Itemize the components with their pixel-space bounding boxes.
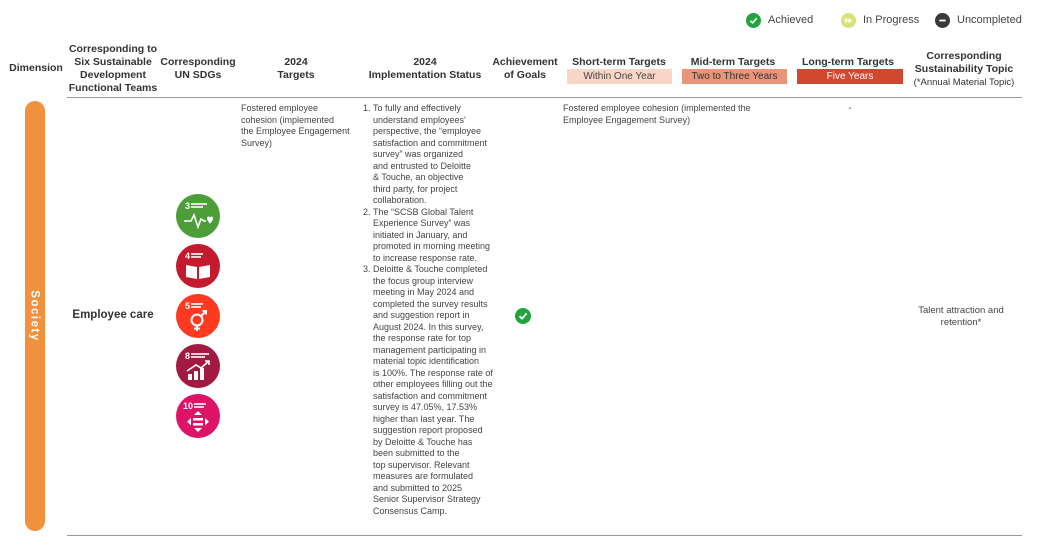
- status-line: the focus group interview: [373, 275, 474, 286]
- status-line: higher than last year. The: [373, 413, 475, 424]
- status-line: survey” was organized: [373, 149, 464, 159]
- team-label: Employee care: [72, 309, 154, 321]
- header-mid-term: Mid-term Targets: [690, 56, 776, 68]
- status-list: [363, 103, 498, 517]
- status-line: satisfaction and commitment: [373, 390, 488, 401]
- header-sdgs: [160, 56, 236, 82]
- status-line: 2. The “SCSB Global Talent: [373, 206, 474, 217]
- long-term-badge: Five Years: [797, 69, 903, 84]
- status-line: meeting in May 2024 and: [373, 287, 475, 297]
- status-item: [373, 207, 498, 265]
- status-line: to increase response rate.: [373, 252, 478, 263]
- status-line: been submitted to the: [373, 448, 460, 458]
- header-targets: [256, 56, 336, 82]
- legend-in-progress: [841, 11, 919, 29]
- check-circle-icon: [746, 13, 761, 28]
- status-line: Consensus Camp.: [373, 505, 448, 516]
- svg-text:5: 5: [185, 301, 191, 311]
- svg-text:10: 10: [183, 401, 194, 411]
- status-line: and entrusted to Deloitte: [373, 160, 472, 171]
- targets-line: cohesion (implemented: [241, 114, 335, 125]
- status-line: management participating in: [373, 344, 487, 355]
- header-status-line: Implementation Status: [368, 69, 482, 81]
- header-targets-line: Targets: [277, 69, 315, 81]
- short-mid-term-cell: [563, 103, 793, 126]
- header-achievement-line: Achievement: [492, 56, 558, 68]
- status-line: 1. To fully and effectively: [373, 103, 461, 113]
- header-status-line: 2024: [413, 56, 437, 68]
- dimension-label-wrap: [25, 101, 45, 531]
- legend-uncompleted: [935, 11, 1022, 29]
- fast-forward-circle-icon: [841, 13, 856, 28]
- status-line: is 100%. The response rate of: [373, 367, 493, 378]
- svg-text:3: 3: [185, 201, 191, 211]
- header-team-line: Development: [80, 69, 146, 81]
- sdg-4-icon: [176, 244, 220, 288]
- status-line: third party, for project: [373, 183, 458, 194]
- sdg-8-icon: [176, 344, 220, 388]
- status-cell: [363, 103, 498, 517]
- status-line: promoted in morning meeting: [373, 241, 491, 251]
- targets-line: Fostered employee: [241, 103, 319, 113]
- status-line: Senior Supervisor Strategy: [373, 494, 481, 504]
- status-line: survey is 47.05%, 17.53%: [373, 402, 478, 412]
- svg-text:8: 8: [185, 351, 191, 361]
- header-topic: [905, 50, 1023, 89]
- status-line: collaboration.: [373, 195, 427, 205]
- table-bottom-rule: [67, 535, 1022, 536]
- status-line: 3. Deloitte & Touche completed: [373, 264, 488, 274]
- status-line: and suggestion report in: [373, 310, 470, 320]
- header-short-term: Short-term Targets: [572, 56, 666, 68]
- legend-achieved: [746, 11, 813, 29]
- status-item: [373, 264, 498, 517]
- header-dimension: Dimension: [9, 62, 63, 74]
- header-sdgs-line: Corresponding: [160, 56, 236, 68]
- targets-line: the Employee Engagement: [241, 126, 350, 136]
- dimension-label: Society: [29, 290, 42, 342]
- status-line: suggestion report proposed: [373, 425, 483, 435]
- short-term-badge: Within One Year: [567, 69, 672, 84]
- header-achievement: [490, 56, 560, 82]
- targets-line: Survey): [241, 137, 273, 148]
- status-line: other employees filling out the: [373, 379, 493, 389]
- legend-achieved-label: Achieved: [768, 14, 814, 26]
- status-line: the response rate for top: [373, 333, 472, 343]
- status-line: satisfaction and commitment: [373, 137, 488, 148]
- header-targets-line: 2024: [284, 56, 308, 68]
- status-line: August 2024. In this survey,: [373, 321, 484, 332]
- header-team-line: Corresponding to: [68, 43, 158, 55]
- minus-circle-icon: [935, 13, 950, 28]
- header-long-term: Long-term Targets: [802, 56, 894, 68]
- topic-line: retention*: [940, 317, 982, 328]
- short-mid-line: Fostered employee cohesion (implemented the: [563, 103, 751, 113]
- status-item: [373, 103, 498, 207]
- achieved-check-icon: [515, 308, 531, 324]
- header-topic-line: Sustainability Topic: [914, 63, 1014, 75]
- status-line: by Deloitte & Touche has: [373, 436, 473, 447]
- header-topic-note: (*Annual Material Topic): [913, 77, 1015, 88]
- status-line: Experience Survey” was: [373, 218, 471, 228]
- header-sdgs-line: UN SDGs: [174, 69, 222, 81]
- header-divider: [67, 97, 1022, 98]
- mid-term-badge: Two to Three Years: [682, 69, 787, 84]
- header-team-line: Six Sustainable: [74, 56, 152, 68]
- topic-line: Talent attraction and: [918, 305, 1004, 316]
- header-team: [62, 43, 164, 95]
- header-topic-line: Corresponding: [926, 50, 1002, 62]
- topic-cell: [905, 305, 1017, 329]
- sdg-10-icon: [176, 394, 220, 438]
- status-line: perspective, the “employee: [373, 126, 482, 136]
- status-line: and submitted to 2025: [373, 482, 463, 493]
- status-line: initiated in January, and: [373, 229, 468, 240]
- status-line: measures are formulated: [373, 471, 474, 481]
- header-status: [360, 56, 490, 82]
- status-line: top supervisor. Relevant: [373, 459, 470, 470]
- legend-in-progress-label: In Progress: [863, 14, 920, 26]
- long-term-cell: -: [848, 103, 852, 114]
- header-team-line: Functional Teams: [68, 82, 158, 94]
- sdg-3-icon: [176, 194, 220, 238]
- targets-cell: [241, 103, 356, 149]
- svg-text:4: 4: [185, 251, 191, 261]
- header-achievement-line: of Goals: [503, 69, 546, 81]
- status-line: completed the survey results: [373, 298, 488, 309]
- sdg-5-icon: [176, 294, 220, 338]
- status-line: material topic identification: [373, 356, 480, 366]
- status-line: understand employees': [373, 114, 466, 125]
- short-mid-line: Employee Engagement Survey): [563, 114, 691, 125]
- status-line: & Touche, an objective: [373, 172, 464, 182]
- legend-uncompleted-label: Uncompleted: [957, 14, 1022, 26]
